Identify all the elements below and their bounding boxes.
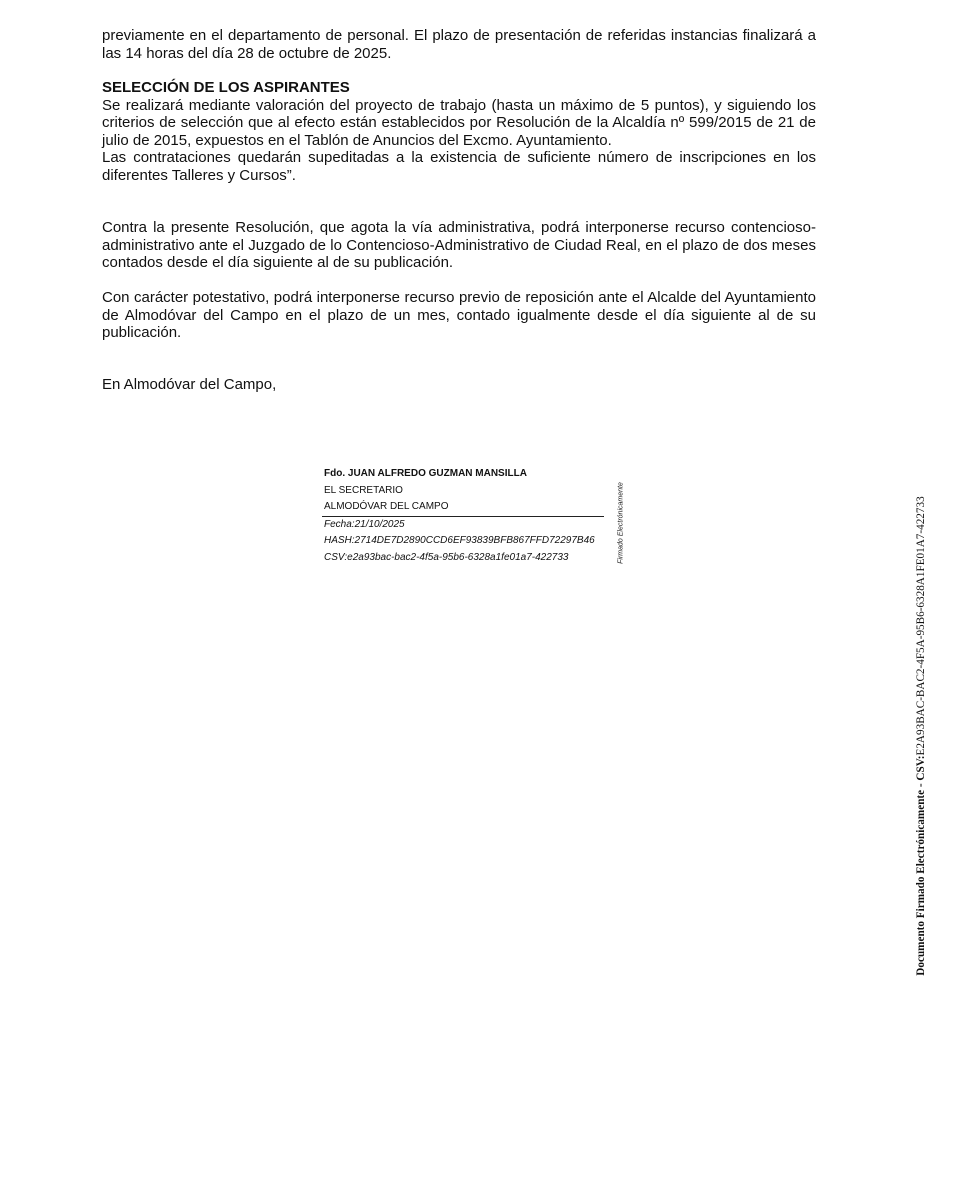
margin-csv-stamp (912, 484, 930, 988)
signature-hash: HASH:2714DE7D2890CCD6EF93839BFB867FFD72297B46 (324, 535, 595, 546)
signature-csv: CSV:e2a93bac-bac2-4f5a-95b6-6328a1fe01a7-422733 (324, 551, 569, 563)
paragraph-contracts: Las contrataciones quedarán supeditadas a la existencia de suficiente número de inscripciones en los diferentes Talleres y Cursos”. (102, 149, 816, 184)
paragraph-selection-criteria: Se realizará mediante valoración del proyecto de trabajo (hasta un máximo de 5 puntos), y siguiendo los criterios de selección que al efecto están establecidos por Resolución de la Alcaldía nº 599/2015 de 21 de julio de 2015, expuestos en el Tablón de Anuncios del Excmo. Ayuntamiento. (102, 96, 816, 149)
signatory-entity: ALMODÓVAR DEL CAMPO (322, 499, 604, 517)
firmado-electronicamente-text: Firmado Electrónicamente (617, 482, 625, 564)
section-heading-selection: SELECCIÓN DE LOS ASPIRANTES (102, 79, 350, 96)
margin-stamp-csv-prefix: CSV: (915, 755, 927, 781)
margin-stamp-code: E2A93BAC-BAC2-4F5A-95B6-6328A1FE01A7-422733 (915, 496, 927, 756)
signatory-role: EL SECRETARIO (324, 484, 403, 496)
signature-date: Fecha:21/10/2025 (324, 518, 405, 530)
margin-stamp-text (915, 496, 927, 975)
margin-stamp-label: Documento Firmado Electrónicamente - (915, 780, 927, 976)
signature-vertical-label (616, 477, 626, 569)
section-selection (102, 79, 816, 184)
paragraph-appeal-contentious: Contra la presente Resolución, que agota la vía administrativa, podrá interponerse recurso contencioso-administrativo ante el Juzgado de lo Contencioso-Administrativo de Ciudad Real, en el plazo de dos meses contados desde el día siguiente al de su publicación. (102, 219, 816, 271)
place-line: En Almodóvar del Campo, (102, 376, 277, 393)
paragraph-deadline: previamente en el departamento de personal. El plazo de presentación de referidas instancias finalizará a las 14 horas del día 28 de octubre de 2025. (102, 27, 816, 62)
signature-block (322, 466, 604, 566)
signatory-name: Fdo. JUAN ALFREDO GUZMAN MANSILLA (324, 468, 527, 479)
paragraph-appeal-reposition: Con carácter potestativo, podrá interponerse recurso previo de reposición ante el Alcalde del Ayuntamiento de Almodóvar del Campo en el plazo de un mes, contado igualmente desde el día siguiente al de su publicación. (102, 289, 816, 341)
